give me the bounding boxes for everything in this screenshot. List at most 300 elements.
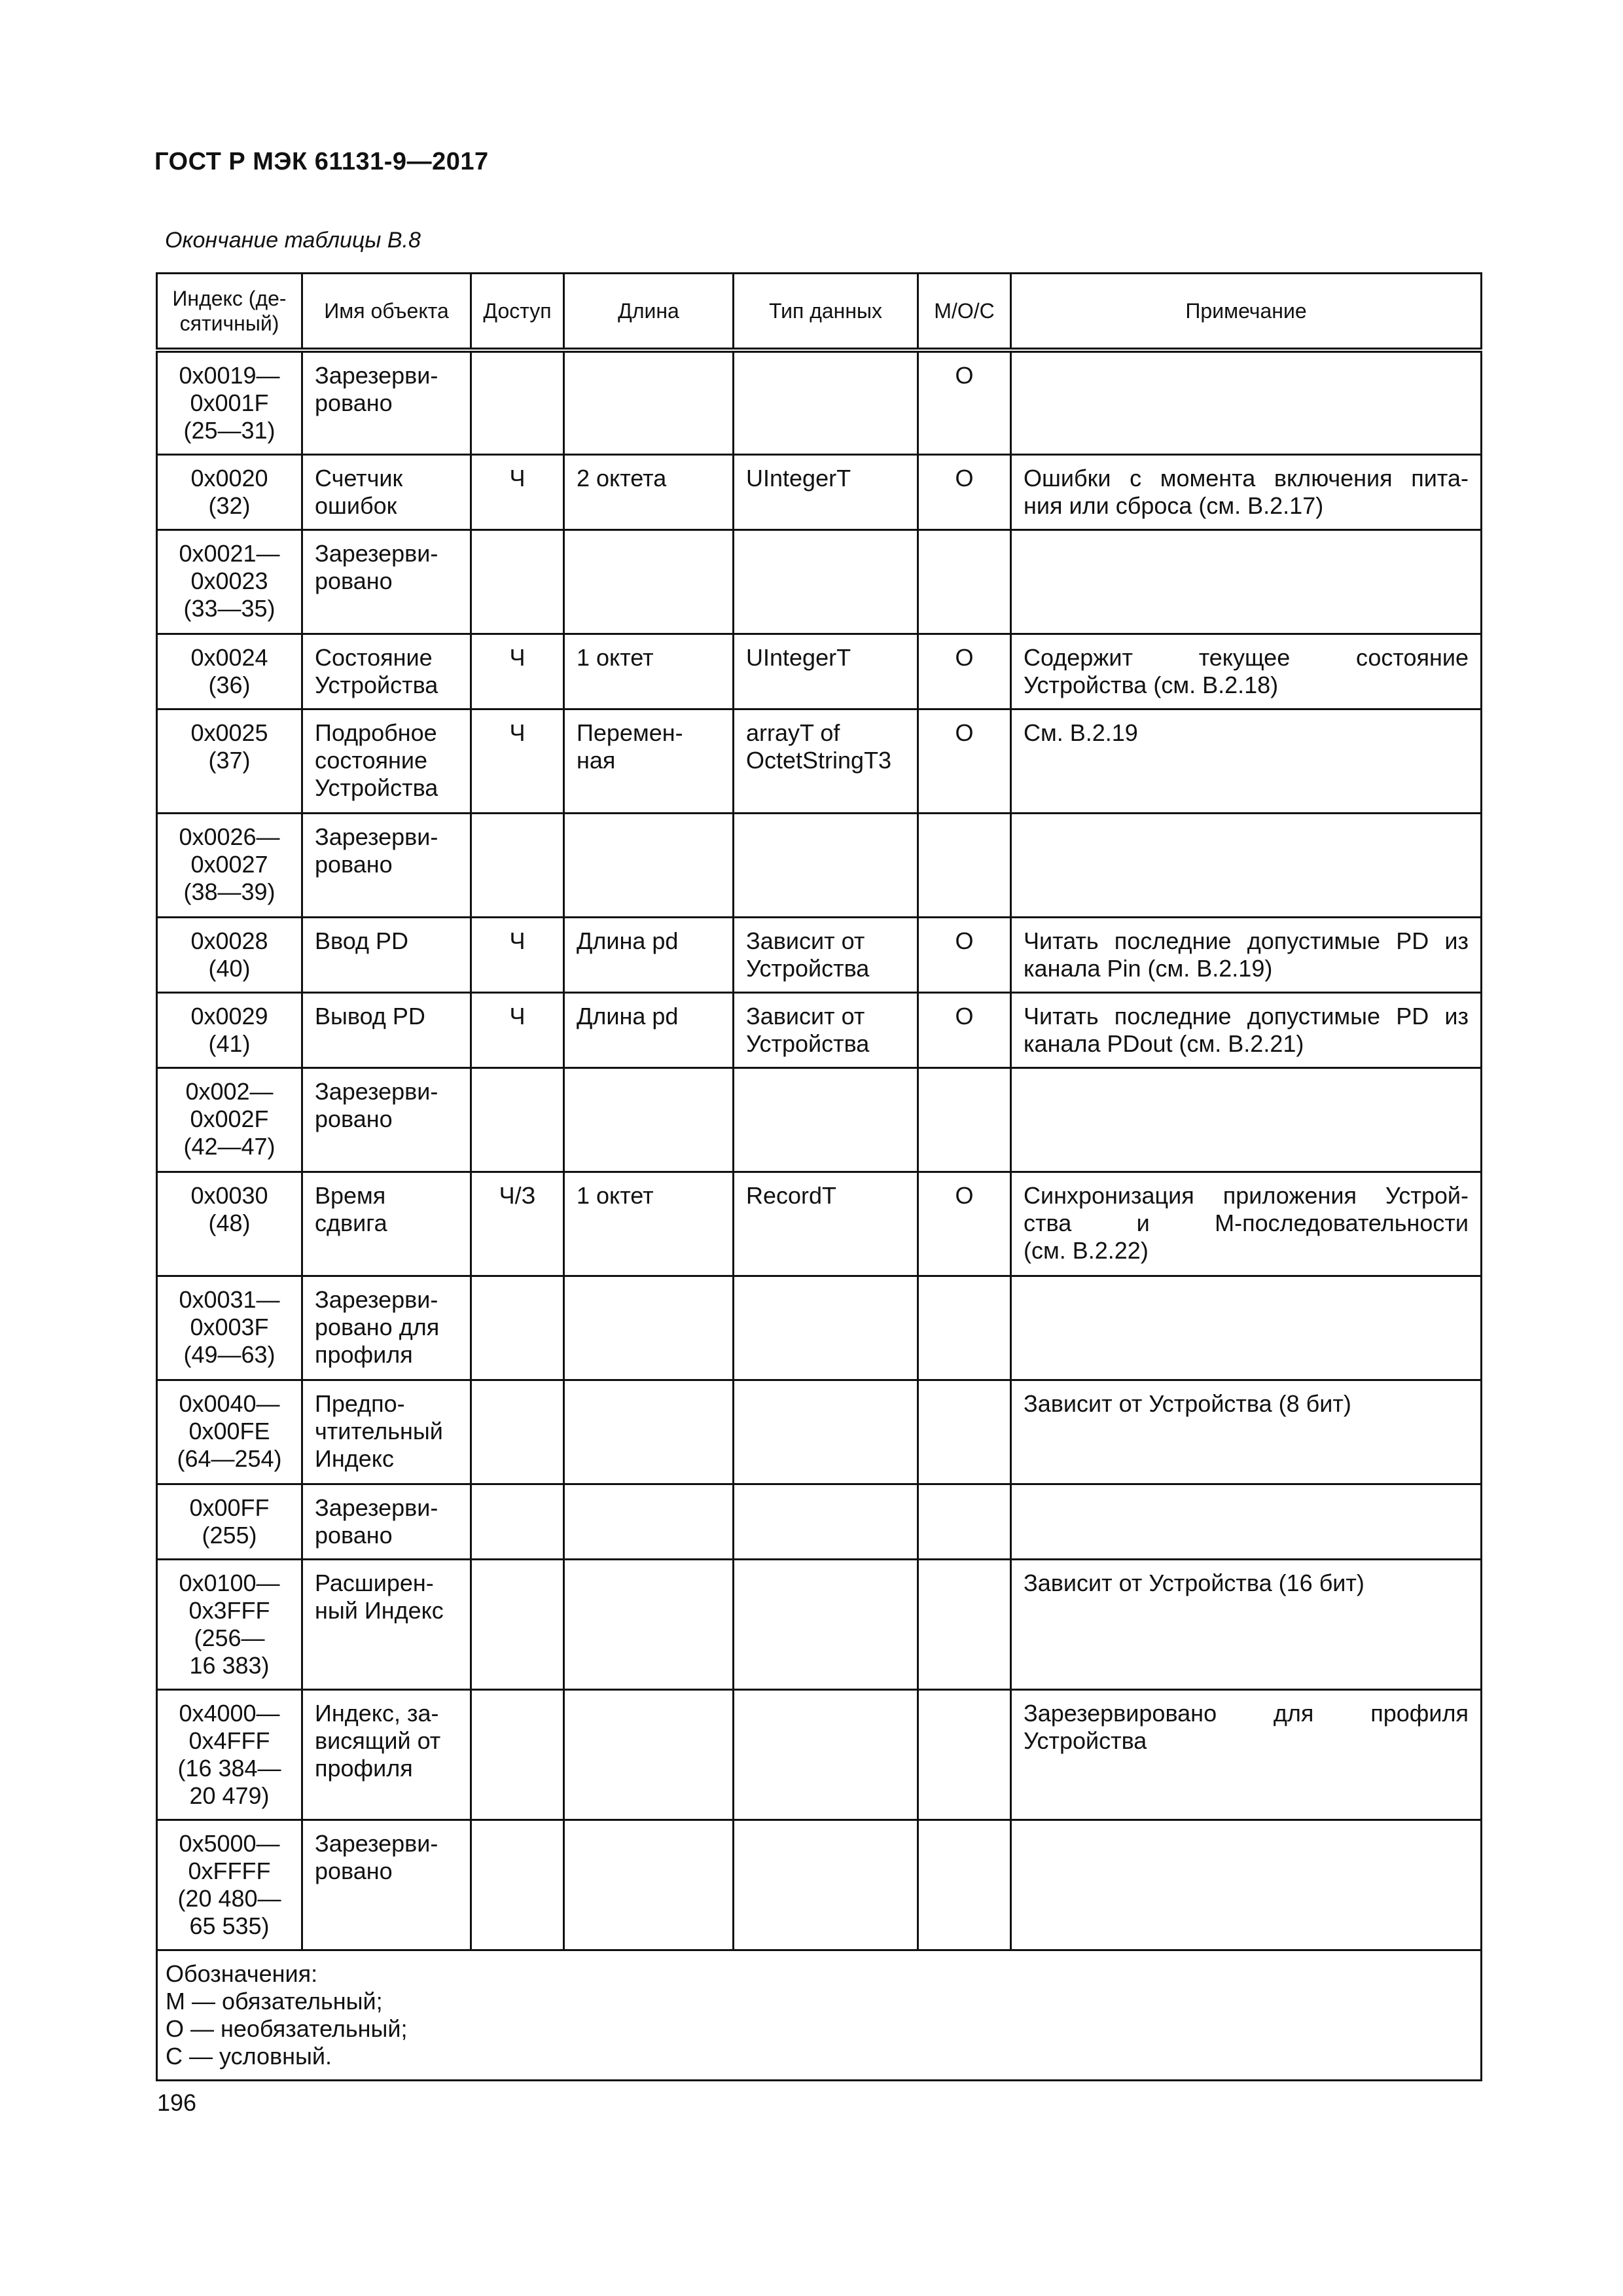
cell-text bbox=[315, 1390, 458, 1473]
cell-line: Индекс (де- bbox=[172, 287, 287, 310]
cell-line: O bbox=[955, 465, 974, 492]
table-cell bbox=[734, 1560, 918, 1690]
cell-text bbox=[577, 465, 721, 492]
cell-line: Ч bbox=[509, 719, 526, 746]
cell-line: ровано bbox=[315, 389, 393, 416]
cell-line: 0x0031— bbox=[179, 1286, 280, 1313]
table-cell bbox=[564, 1820, 734, 1950]
cell-text bbox=[484, 1182, 551, 1210]
cell-line: канала PDout (см. В.2.21) bbox=[1024, 1030, 1304, 1057]
table-cell bbox=[471, 918, 564, 993]
cell-text bbox=[484, 927, 551, 955]
cell-line: сятичный) bbox=[179, 312, 279, 335]
cell-line: Тип данных bbox=[768, 299, 883, 323]
cell-text bbox=[315, 823, 458, 878]
cell-text bbox=[931, 1182, 998, 1210]
cell-line: См. В.2.19 bbox=[1024, 719, 1138, 746]
table-cell bbox=[918, 1484, 1011, 1560]
table-cell bbox=[157, 455, 302, 530]
cell-line: Читать последние допустимые PD из bbox=[1024, 927, 1469, 954]
cell-line: 0x0028 (40) bbox=[190, 927, 268, 982]
table-row bbox=[157, 530, 1482, 634]
table-cell bbox=[918, 1068, 1011, 1172]
cell-line: Индекс, за- bbox=[315, 1700, 439, 1727]
cell-text bbox=[746, 644, 905, 672]
table-row bbox=[157, 1172, 1482, 1276]
cell-text bbox=[169, 362, 289, 444]
cell-line: O bbox=[955, 1003, 974, 1030]
cell-line: 0x001F bbox=[190, 389, 269, 416]
cell-line: Ч bbox=[509, 644, 526, 671]
table-cell bbox=[157, 634, 302, 709]
table-cell bbox=[734, 1068, 918, 1172]
cell-text bbox=[169, 1700, 289, 1810]
cell-text bbox=[577, 644, 721, 672]
cell-text bbox=[1024, 1003, 1469, 1058]
table-cell bbox=[564, 350, 734, 455]
table-cell bbox=[918, 814, 1011, 918]
table-cell bbox=[302, 350, 471, 455]
cell-line: (64—254) bbox=[177, 1445, 282, 1472]
cell-text bbox=[577, 1182, 721, 1210]
cell-line: 0x0020 (32) bbox=[190, 465, 268, 519]
cell-line: 0x00FF bbox=[189, 1494, 270, 1521]
cell-text bbox=[577, 719, 721, 774]
cell-line: 0x0021— bbox=[179, 540, 280, 567]
cell-line: Ч bbox=[509, 1003, 526, 1030]
cell-line: ровано bbox=[315, 1857, 393, 1884]
table-row bbox=[157, 350, 1482, 455]
cell-line: Зависит от Устройства (8 бит) bbox=[1024, 1390, 1351, 1417]
table-cell bbox=[1011, 530, 1482, 634]
legend-line: О — необязательный; bbox=[166, 2015, 408, 2042]
table-cell bbox=[1011, 1068, 1482, 1172]
cell-line: OctetStringT3 bbox=[746, 747, 892, 774]
cell-text bbox=[315, 1078, 458, 1133]
table-cell bbox=[302, 918, 471, 993]
cell-line: 0x0030 (48) bbox=[190, 1182, 268, 1236]
cell-line: Зарезерви- bbox=[315, 1830, 438, 1857]
table-cell bbox=[302, 814, 471, 918]
table-row bbox=[157, 1820, 1482, 1950]
table-cell bbox=[734, 709, 918, 814]
column-header bbox=[1011, 274, 1482, 351]
cell-text bbox=[746, 465, 905, 492]
cell-line: Зарезерви- bbox=[315, 823, 438, 850]
cell-line: Зависит от Устройства (16 бит) bbox=[1024, 1570, 1364, 1596]
cell-line: Содержит текущее состояние bbox=[1024, 644, 1469, 671]
cell-line: Зарезервировано для профиля bbox=[1024, 1700, 1469, 1727]
cell-line: Предпо- bbox=[315, 1390, 405, 1417]
table-cell bbox=[1011, 1484, 1482, 1560]
table-cell bbox=[918, 1172, 1011, 1276]
table-cell bbox=[157, 1560, 302, 1690]
cell-line: Вывод PD bbox=[315, 1003, 425, 1030]
table-cell bbox=[564, 1690, 734, 1820]
table-cell bbox=[918, 709, 1011, 814]
table-cell bbox=[157, 993, 302, 1068]
cell-line: Индекс bbox=[315, 1445, 394, 1472]
cell-line: (256— bbox=[194, 1624, 265, 1651]
cell-line: ровано для bbox=[315, 1314, 440, 1340]
cell-line: 0x0029 (41) bbox=[190, 1003, 268, 1057]
table-cell bbox=[734, 1484, 918, 1560]
cell-line: Подробное bbox=[315, 719, 437, 746]
table-cell bbox=[734, 530, 918, 634]
table-cell bbox=[471, 1068, 564, 1172]
table-cell bbox=[918, 455, 1011, 530]
cell-line: Ч bbox=[509, 465, 526, 492]
cell-text bbox=[315, 1003, 458, 1030]
cell-line: Имя объекта bbox=[324, 299, 449, 323]
cell-line: профиля bbox=[315, 1755, 413, 1782]
cell-line: Счетчик bbox=[315, 465, 403, 492]
cell-text bbox=[484, 1003, 551, 1030]
table-cell bbox=[564, 530, 734, 634]
cell-line: arrayT of bbox=[746, 719, 840, 746]
table-cell bbox=[1011, 1820, 1482, 1950]
table-row bbox=[157, 814, 1482, 918]
table-cell bbox=[564, 918, 734, 993]
cell-line: Зависит от bbox=[746, 1003, 865, 1030]
cell-line: (255) bbox=[202, 1522, 257, 1549]
cell-line: 0x002F bbox=[190, 1105, 269, 1132]
cell-line: 0x0040— bbox=[179, 1390, 280, 1417]
cell-line: 20 479) bbox=[189, 1782, 270, 1809]
table-cell bbox=[471, 1380, 564, 1484]
cell-text bbox=[577, 927, 721, 955]
table-cell bbox=[471, 634, 564, 709]
table-cell bbox=[302, 1172, 471, 1276]
table-cell bbox=[471, 530, 564, 634]
table-cell bbox=[302, 1820, 471, 1950]
legend-line: М — обязательный; bbox=[166, 1988, 383, 2015]
cell-line: ства и М-последовательности bbox=[1024, 1210, 1469, 1236]
cell-text bbox=[169, 823, 289, 906]
cell-line: ровано bbox=[315, 1522, 393, 1549]
table-cell bbox=[918, 634, 1011, 709]
table-cell bbox=[471, 1276, 564, 1380]
cell-text bbox=[169, 1494, 289, 1549]
column-header bbox=[918, 274, 1011, 351]
cell-line: 0x5000— bbox=[179, 1830, 280, 1857]
cell-line: Ввод PD bbox=[315, 927, 408, 954]
table-cell bbox=[1011, 1560, 1482, 1690]
cell-line: Зарезерви- bbox=[315, 1286, 438, 1313]
table-row bbox=[157, 1560, 1482, 1690]
cell-text bbox=[931, 362, 998, 389]
cell-text bbox=[1024, 927, 1469, 982]
table-cell bbox=[564, 709, 734, 814]
table-cell bbox=[302, 530, 471, 634]
cell-text bbox=[169, 1286, 289, 1369]
cell-line: (25—31) bbox=[183, 417, 276, 444]
cell-line: 65 535) bbox=[189, 1912, 270, 1939]
cell-line: канала Pin (см. В.2.19) bbox=[1024, 955, 1273, 982]
table-cell bbox=[918, 1560, 1011, 1690]
table-cell bbox=[157, 814, 302, 918]
table-cell bbox=[471, 814, 564, 918]
cell-line: O bbox=[955, 927, 974, 954]
cell-text bbox=[315, 1700, 458, 1782]
cell-line: ровано bbox=[315, 1105, 393, 1132]
table-cell bbox=[918, 993, 1011, 1068]
cell-text bbox=[315, 1286, 458, 1369]
cell-text bbox=[1024, 1700, 1469, 1755]
cell-line: 0xFFFF bbox=[188, 1857, 271, 1884]
cell-line: 0x00FE bbox=[188, 1418, 270, 1444]
cell-line: Зависит от bbox=[746, 927, 865, 954]
cell-text bbox=[315, 1830, 458, 1885]
table-cell bbox=[157, 1380, 302, 1484]
cell-line: 0x0027 bbox=[190, 851, 268, 878]
table-row bbox=[157, 1276, 1482, 1380]
cell-line: 0x0026— bbox=[179, 823, 280, 850]
cell-text bbox=[1024, 1182, 1469, 1265]
cell-line: UIntegerT bbox=[746, 644, 851, 671]
cell-line: ровано bbox=[315, 851, 393, 878]
table-cell bbox=[302, 709, 471, 814]
table-row bbox=[157, 1484, 1482, 1560]
table-cell bbox=[302, 1276, 471, 1380]
cell-text bbox=[484, 644, 551, 672]
table-cell bbox=[1011, 455, 1482, 530]
table-cell bbox=[564, 1172, 734, 1276]
cell-line: Ч bbox=[509, 927, 526, 954]
cell-line: 0x0024 (36) bbox=[190, 644, 268, 698]
cell-line: 1 октет bbox=[577, 1182, 654, 1209]
table-cell bbox=[1011, 350, 1482, 455]
cell-text bbox=[315, 1182, 458, 1237]
cell-text bbox=[1024, 719, 1469, 747]
cell-text bbox=[169, 540, 289, 622]
cell-line: UIntegerT bbox=[746, 465, 851, 492]
legend-cell bbox=[157, 1950, 1482, 2081]
table-cell bbox=[734, 634, 918, 709]
cell-line: (42—47) bbox=[183, 1133, 276, 1160]
cell-text bbox=[169, 719, 289, 774]
cell-line: Ошибки с момента включения пита- bbox=[1024, 465, 1469, 492]
table-cell bbox=[918, 530, 1011, 634]
cell-line: 0x0025 (37) bbox=[190, 719, 268, 774]
table-cell bbox=[1011, 1276, 1482, 1380]
cell-line: висящий от bbox=[315, 1727, 441, 1754]
table-cell bbox=[157, 350, 302, 455]
table-cell bbox=[471, 455, 564, 530]
column-header bbox=[302, 274, 471, 351]
cell-line: (20 480— bbox=[177, 1885, 281, 1912]
cell-text bbox=[931, 927, 998, 955]
table-cell bbox=[564, 1484, 734, 1560]
table-cell bbox=[734, 455, 918, 530]
table-header-row bbox=[157, 274, 1482, 351]
cell-text bbox=[1024, 1390, 1469, 1418]
cell-line: Перемен- bbox=[577, 719, 683, 746]
table-cell bbox=[157, 1172, 302, 1276]
table-cell bbox=[918, 350, 1011, 455]
cell-line: Устройства bbox=[1024, 1727, 1147, 1754]
table-row bbox=[157, 455, 1482, 530]
table-cell bbox=[734, 1276, 918, 1380]
table-cell bbox=[1011, 709, 1482, 814]
cell-line: сдвига bbox=[315, 1210, 387, 1236]
table-cell bbox=[471, 709, 564, 814]
table-cell bbox=[302, 1068, 471, 1172]
cell-line: O bbox=[955, 644, 974, 671]
table-cell bbox=[734, 1690, 918, 1820]
cell-text bbox=[315, 644, 458, 699]
cell-line: ния или сброса (см. В.2.17) bbox=[1024, 492, 1324, 519]
cell-line: профиля bbox=[315, 1341, 413, 1368]
table-cell bbox=[734, 814, 918, 918]
cell-text bbox=[315, 927, 458, 955]
cell-text bbox=[169, 1182, 289, 1237]
cell-text bbox=[484, 465, 551, 492]
table-cell bbox=[157, 1068, 302, 1172]
cell-line: ошибок bbox=[315, 492, 397, 519]
cell-text bbox=[931, 719, 998, 747]
table-cell bbox=[471, 1690, 564, 1820]
table-row bbox=[157, 709, 1482, 814]
cell-line: M/O/C bbox=[934, 299, 995, 323]
cell-line: ный Индекс bbox=[315, 1597, 444, 1624]
column-header bbox=[157, 274, 302, 351]
cell-line: Состояние bbox=[315, 644, 433, 671]
table-cell bbox=[918, 1276, 1011, 1380]
cell-line: 0x4000— bbox=[179, 1700, 280, 1727]
table-cell bbox=[157, 1484, 302, 1560]
cell-text bbox=[1024, 1570, 1469, 1597]
cell-line: 0x0019— bbox=[179, 362, 280, 389]
cell-line: RecordT bbox=[746, 1182, 837, 1209]
cell-text bbox=[931, 644, 998, 672]
cell-text bbox=[169, 644, 289, 699]
legend-row bbox=[157, 1950, 1482, 2081]
cell-text bbox=[746, 719, 905, 774]
cell-line: O bbox=[955, 362, 974, 389]
cell-line: Расширен- bbox=[315, 1570, 434, 1596]
column-header bbox=[471, 274, 564, 351]
cell-text bbox=[315, 719, 458, 802]
table-cell bbox=[1011, 814, 1482, 918]
cell-line: 0x0100— bbox=[179, 1570, 280, 1596]
column-header bbox=[734, 274, 918, 351]
table-caption: Окончание таблицы В.8 bbox=[165, 228, 421, 253]
cell-line: ная bbox=[577, 747, 616, 774]
cell-text bbox=[484, 719, 551, 747]
cell-text bbox=[169, 1830, 289, 1940]
cell-text bbox=[169, 1003, 289, 1058]
table-cell bbox=[302, 1484, 471, 1560]
table-cell bbox=[564, 634, 734, 709]
table-cell bbox=[918, 1820, 1011, 1950]
table-cell bbox=[157, 1690, 302, 1820]
cell-text bbox=[315, 1494, 458, 1549]
cell-line: O bbox=[955, 719, 974, 746]
cell-line: (16 384— bbox=[177, 1755, 281, 1782]
table-cell bbox=[564, 814, 734, 918]
cell-text bbox=[169, 1570, 289, 1679]
table-cell bbox=[564, 455, 734, 530]
table-cell bbox=[564, 1380, 734, 1484]
cell-line: 0x003F bbox=[190, 1314, 269, 1340]
table-cell bbox=[734, 350, 918, 455]
object-index-table bbox=[156, 272, 1482, 2081]
cell-line: (33—35) bbox=[183, 595, 276, 622]
cell-line: 2 октета bbox=[577, 465, 667, 492]
cell-line: состояние bbox=[315, 747, 428, 774]
cell-text bbox=[746, 927, 905, 982]
table-row bbox=[157, 1380, 1482, 1484]
table-cell bbox=[471, 1172, 564, 1276]
cell-line: Устройства bbox=[746, 1030, 870, 1057]
cell-line: чтительный bbox=[315, 1418, 443, 1444]
table-cell bbox=[734, 1380, 918, 1484]
cell-line: 0x0023 bbox=[190, 567, 268, 594]
cell-line: Устройства bbox=[315, 774, 438, 801]
table-cell bbox=[564, 1068, 734, 1172]
table-row bbox=[157, 1068, 1482, 1172]
cell-text bbox=[315, 1570, 458, 1624]
cell-text bbox=[169, 927, 289, 982]
cell-line: Ч/З bbox=[499, 1182, 536, 1209]
cell-line: (49—63) bbox=[183, 1341, 276, 1368]
table-cell bbox=[471, 1820, 564, 1950]
cell-line: Зарезерви- bbox=[315, 1078, 438, 1105]
cell-line: 16 383) bbox=[189, 1652, 270, 1679]
table-cell bbox=[564, 993, 734, 1068]
legend-line: Обозначения: bbox=[166, 1960, 318, 1987]
column-header bbox=[564, 274, 734, 351]
table-cell bbox=[734, 993, 918, 1068]
cell-text bbox=[577, 1003, 721, 1030]
table-cell bbox=[302, 1380, 471, 1484]
table-row bbox=[157, 1690, 1482, 1820]
table-cell bbox=[157, 530, 302, 634]
document-header: ГОСТ Р МЭК 61131-9—2017 bbox=[154, 148, 489, 175]
cell-line: Длина pd bbox=[577, 1003, 679, 1030]
cell-line: Длина pd bbox=[577, 927, 679, 954]
cell-line: Длина bbox=[618, 299, 679, 323]
cell-line: (38—39) bbox=[183, 878, 276, 905]
table-row bbox=[157, 634, 1482, 709]
cell-text bbox=[315, 540, 458, 595]
table-cell bbox=[918, 918, 1011, 993]
cell-line: 0x002— bbox=[185, 1078, 274, 1105]
table-cell bbox=[157, 709, 302, 814]
table-cell bbox=[302, 1690, 471, 1820]
table-cell bbox=[471, 350, 564, 455]
table-cell bbox=[918, 1380, 1011, 1484]
table-cell bbox=[471, 993, 564, 1068]
page-number: 196 bbox=[157, 2089, 197, 2116]
cell-line: 0x4FFF bbox=[188, 1727, 270, 1754]
table-cell bbox=[564, 1560, 734, 1690]
cell-line: Зарезерви- bbox=[315, 362, 438, 389]
table-cell bbox=[734, 918, 918, 993]
table-cell bbox=[157, 918, 302, 993]
table-cell bbox=[302, 634, 471, 709]
cell-line: 1 октет bbox=[577, 644, 654, 671]
table-cell bbox=[157, 1276, 302, 1380]
cell-text bbox=[1024, 644, 1469, 699]
cell-line: Устройства bbox=[315, 672, 438, 698]
cell-line: ровано bbox=[315, 567, 393, 594]
cell-text bbox=[169, 465, 289, 520]
cell-line: Примечание bbox=[1185, 299, 1307, 323]
cell-text bbox=[315, 362, 458, 417]
table-cell bbox=[302, 993, 471, 1068]
